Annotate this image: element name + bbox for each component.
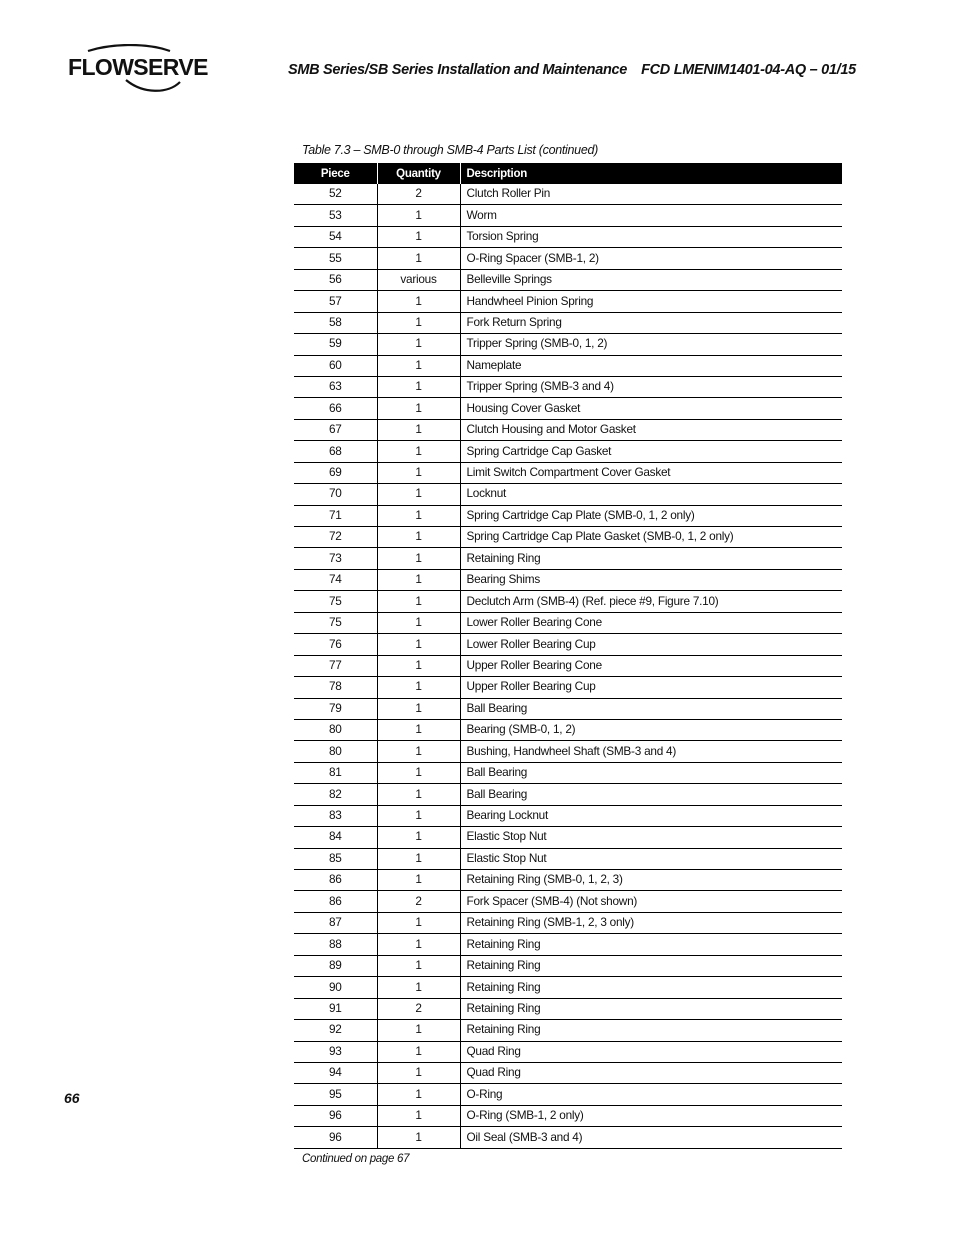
- quantity-cell: 1: [377, 955, 460, 976]
- quantity-cell: 1: [377, 591, 460, 612]
- description-cell: Lower Roller Bearing Cone: [460, 612, 842, 633]
- description-cell: Retaining Ring: [460, 998, 842, 1019]
- description-cell: Belleville Springs: [460, 269, 842, 290]
- quantity-cell: 1: [377, 805, 460, 826]
- description-cell: Ball Bearing: [460, 762, 842, 783]
- piece-cell: 91: [294, 998, 377, 1019]
- table-row: [294, 912, 842, 933]
- column-header-piece: Piece: [294, 163, 377, 184]
- table-body: [294, 184, 842, 1148]
- piece-cell: 90: [294, 977, 377, 998]
- table-row: [294, 677, 842, 698]
- table-row: [294, 741, 842, 762]
- quantity-cell: 1: [377, 1084, 460, 1105]
- document-code: FCD LMENIM1401-04-AQ – 01/15: [641, 62, 856, 78]
- table-row: [294, 334, 842, 355]
- description-cell: O-Ring (SMB-1, 2 only): [460, 1105, 842, 1126]
- piece-cell: 53: [294, 205, 377, 226]
- table-row: [294, 719, 842, 740]
- table-row: [294, 462, 842, 483]
- continued-note: Continued on page 67: [302, 1153, 410, 1165]
- table-row: [294, 784, 842, 805]
- description-cell: Clutch Roller Pin: [460, 184, 842, 205]
- description-cell: Retaining Ring (SMB-0, 1, 2, 3): [460, 870, 842, 891]
- description-cell: Upper Roller Bearing Cone: [460, 655, 842, 676]
- description-cell: Ball Bearing: [460, 698, 842, 719]
- table-row: [294, 269, 842, 290]
- description-cell: Declutch Arm (SMB-4) (Ref. piece #9, Figure 7.10): [460, 591, 842, 612]
- description-cell: Housing Cover Gasket: [460, 398, 842, 419]
- table-row: [294, 698, 842, 719]
- table-row: [294, 1062, 842, 1083]
- description-cell: Retaining Ring: [460, 548, 842, 569]
- document-title: SMB Series/SB Series Installation and Maintenance: [288, 62, 628, 78]
- piece-cell: 83: [294, 805, 377, 826]
- table-row: [294, 569, 842, 590]
- quantity-cell: 1: [377, 977, 460, 998]
- description-cell: Clutch Housing and Motor Gasket: [460, 419, 842, 440]
- quantity-cell: 1: [377, 462, 460, 483]
- piece-cell: 92: [294, 1020, 377, 1041]
- table-row: [294, 1127, 842, 1148]
- piece-cell: 74: [294, 569, 377, 590]
- table-row: [294, 226, 842, 247]
- table-row: [294, 762, 842, 783]
- quantity-cell: 1: [377, 419, 460, 440]
- description-cell: Spring Cartridge Cap Plate Gasket (SMB-0, 1, 2 only): [460, 527, 842, 548]
- description-cell: Retaining Ring (SMB-1, 2, 3 only): [460, 912, 842, 933]
- quantity-cell: 1: [377, 848, 460, 869]
- description-cell: Fork Return Spring: [460, 312, 842, 333]
- piece-cell: 86: [294, 891, 377, 912]
- quantity-cell: 1: [377, 719, 460, 740]
- description-cell: Quad Ring: [460, 1062, 842, 1083]
- description-cell: Retaining Ring: [460, 1020, 842, 1041]
- table-row: [294, 591, 842, 612]
- piece-cell: 79: [294, 698, 377, 719]
- quantity-cell: 1: [377, 912, 460, 933]
- quantity-cell: 1: [377, 762, 460, 783]
- description-cell: Locknut: [460, 484, 842, 505]
- quantity-cell: 1: [377, 655, 460, 676]
- description-cell: O-Ring Spacer (SMB-1, 2): [460, 248, 842, 269]
- piece-cell: 57: [294, 291, 377, 312]
- column-header-description: Description: [460, 163, 842, 184]
- piece-cell: 86: [294, 870, 377, 891]
- table-row: [294, 1020, 842, 1041]
- quantity-cell: 1: [377, 248, 460, 269]
- piece-cell: 70: [294, 484, 377, 505]
- logo-wordmark: FLOWSERVE: [68, 54, 208, 80]
- quantity-cell: 1: [377, 612, 460, 633]
- table-row: [294, 1105, 842, 1126]
- description-cell: Elastic Stop Nut: [460, 827, 842, 848]
- table-row: [294, 870, 842, 891]
- piece-cell: 60: [294, 355, 377, 376]
- quantity-cell: 1: [377, 870, 460, 891]
- table-row: [294, 634, 842, 655]
- piece-cell: 94: [294, 1062, 377, 1083]
- quantity-cell: 1: [377, 441, 460, 462]
- piece-cell: 54: [294, 226, 377, 247]
- flowserve-logo: [68, 44, 208, 96]
- table-row: [294, 248, 842, 269]
- table-row: [294, 655, 842, 676]
- description-cell: Quad Ring: [460, 1041, 842, 1062]
- quantity-cell: 2: [377, 891, 460, 912]
- piece-cell: 75: [294, 591, 377, 612]
- table-row: [294, 1084, 842, 1105]
- quantity-cell: 1: [377, 355, 460, 376]
- piece-cell: 56: [294, 269, 377, 290]
- piece-cell: 71: [294, 505, 377, 526]
- piece-cell: 93: [294, 1041, 377, 1062]
- quantity-cell: 1: [377, 548, 460, 569]
- piece-cell: 59: [294, 334, 377, 355]
- piece-cell: 89: [294, 955, 377, 976]
- quantity-cell: 1: [377, 484, 460, 505]
- table-row: [294, 955, 842, 976]
- quantity-cell: 1: [377, 741, 460, 762]
- piece-cell: 82: [294, 784, 377, 805]
- description-cell: Bearing Shims: [460, 569, 842, 590]
- quantity-cell: 1: [377, 634, 460, 655]
- description-cell: Spring Cartridge Cap Plate (SMB-0, 1, 2 only): [460, 505, 842, 526]
- description-cell: Elastic Stop Nut: [460, 848, 842, 869]
- quantity-cell: 1: [377, 505, 460, 526]
- quantity-cell: 2: [377, 998, 460, 1019]
- quantity-cell: 1: [377, 291, 460, 312]
- parts-list-table: [294, 163, 842, 1149]
- description-cell: Lower Roller Bearing Cup: [460, 634, 842, 655]
- description-cell: Retaining Ring: [460, 977, 842, 998]
- piece-cell: 76: [294, 634, 377, 655]
- table-row: [294, 419, 842, 440]
- piece-cell: 68: [294, 441, 377, 462]
- column-header-quantity: Quantity: [377, 163, 460, 184]
- table-row: [294, 827, 842, 848]
- description-cell: Bearing Locknut: [460, 805, 842, 826]
- quantity-cell: 1: [377, 376, 460, 397]
- piece-cell: 58: [294, 312, 377, 333]
- description-cell: Worm: [460, 205, 842, 226]
- table-row: [294, 312, 842, 333]
- piece-cell: 63: [294, 376, 377, 397]
- table-row: [294, 441, 842, 462]
- quantity-cell: 1: [377, 205, 460, 226]
- description-cell: Nameplate: [460, 355, 842, 376]
- piece-cell: 87: [294, 912, 377, 933]
- table-row: [294, 998, 842, 1019]
- description-cell: Tripper Spring (SMB-0, 1, 2): [460, 334, 842, 355]
- quantity-cell: 1: [377, 312, 460, 333]
- table-row: [294, 355, 842, 376]
- piece-cell: 80: [294, 719, 377, 740]
- table-row: [294, 848, 842, 869]
- table-header-row: [294, 163, 842, 184]
- description-cell: Spring Cartridge Cap Gasket: [460, 441, 842, 462]
- description-cell: Retaining Ring: [460, 934, 842, 955]
- quantity-cell: 2: [377, 184, 460, 205]
- quantity-cell: 1: [377, 1062, 460, 1083]
- piece-cell: 66: [294, 398, 377, 419]
- quantity-cell: various: [377, 269, 460, 290]
- quantity-cell: 1: [377, 698, 460, 719]
- table-row: [294, 291, 842, 312]
- piece-cell: 85: [294, 848, 377, 869]
- description-cell: Bearing (SMB-0, 1, 2): [460, 719, 842, 740]
- quantity-cell: 1: [377, 527, 460, 548]
- table-row: [294, 548, 842, 569]
- table-caption: Table 7.3 – SMB-0 through SMB-4 Parts List (continued): [302, 143, 598, 157]
- piece-cell: 96: [294, 1127, 377, 1148]
- table-row: [294, 1041, 842, 1062]
- piece-cell: 95: [294, 1084, 377, 1105]
- quantity-cell: 1: [377, 569, 460, 590]
- table-row: [294, 934, 842, 955]
- piece-cell: 84: [294, 827, 377, 848]
- table-row: [294, 805, 842, 826]
- quantity-cell: 1: [377, 226, 460, 247]
- table-row: [294, 398, 842, 419]
- table-row: [294, 205, 842, 226]
- piece-cell: 69: [294, 462, 377, 483]
- table-row: [294, 484, 842, 505]
- piece-cell: 88: [294, 934, 377, 955]
- document-header: [288, 62, 856, 78]
- table-row: [294, 184, 842, 205]
- piece-cell: 77: [294, 655, 377, 676]
- table-row: [294, 376, 842, 397]
- description-cell: Bushing, Handwheel Shaft (SMB-3 and 4): [460, 741, 842, 762]
- description-cell: Tripper Spring (SMB-3 and 4): [460, 376, 842, 397]
- piece-cell: 75: [294, 612, 377, 633]
- piece-cell: 96: [294, 1105, 377, 1126]
- table-row: [294, 977, 842, 998]
- piece-cell: 73: [294, 548, 377, 569]
- piece-cell: 78: [294, 677, 377, 698]
- quantity-cell: 1: [377, 1020, 460, 1041]
- quantity-cell: 1: [377, 398, 460, 419]
- piece-cell: 72: [294, 527, 377, 548]
- description-cell: Ball Bearing: [460, 784, 842, 805]
- description-cell: Retaining Ring: [460, 955, 842, 976]
- quantity-cell: 1: [377, 1127, 460, 1148]
- piece-cell: 81: [294, 762, 377, 783]
- piece-cell: 52: [294, 184, 377, 205]
- quantity-cell: 1: [377, 334, 460, 355]
- quantity-cell: 1: [377, 677, 460, 698]
- description-cell: Upper Roller Bearing Cup: [460, 677, 842, 698]
- table-row: [294, 505, 842, 526]
- piece-cell: 67: [294, 419, 377, 440]
- table-row: [294, 891, 842, 912]
- quantity-cell: 1: [377, 1105, 460, 1126]
- description-cell: Torsion Spring: [460, 226, 842, 247]
- description-cell: Limit Switch Compartment Cover Gasket: [460, 462, 842, 483]
- description-cell: Handwheel Pinion Spring: [460, 291, 842, 312]
- quantity-cell: 1: [377, 1041, 460, 1062]
- table-row: [294, 527, 842, 548]
- piece-cell: 55: [294, 248, 377, 269]
- table-row: [294, 612, 842, 633]
- description-cell: Fork Spacer (SMB-4) (Not shown): [460, 891, 842, 912]
- quantity-cell: 1: [377, 784, 460, 805]
- page-number: 66: [64, 1090, 80, 1106]
- piece-cell: 80: [294, 741, 377, 762]
- description-cell: Oil Seal (SMB-3 and 4): [460, 1127, 842, 1148]
- description-cell: O-Ring: [460, 1084, 842, 1105]
- quantity-cell: 1: [377, 827, 460, 848]
- quantity-cell: 1: [377, 934, 460, 955]
